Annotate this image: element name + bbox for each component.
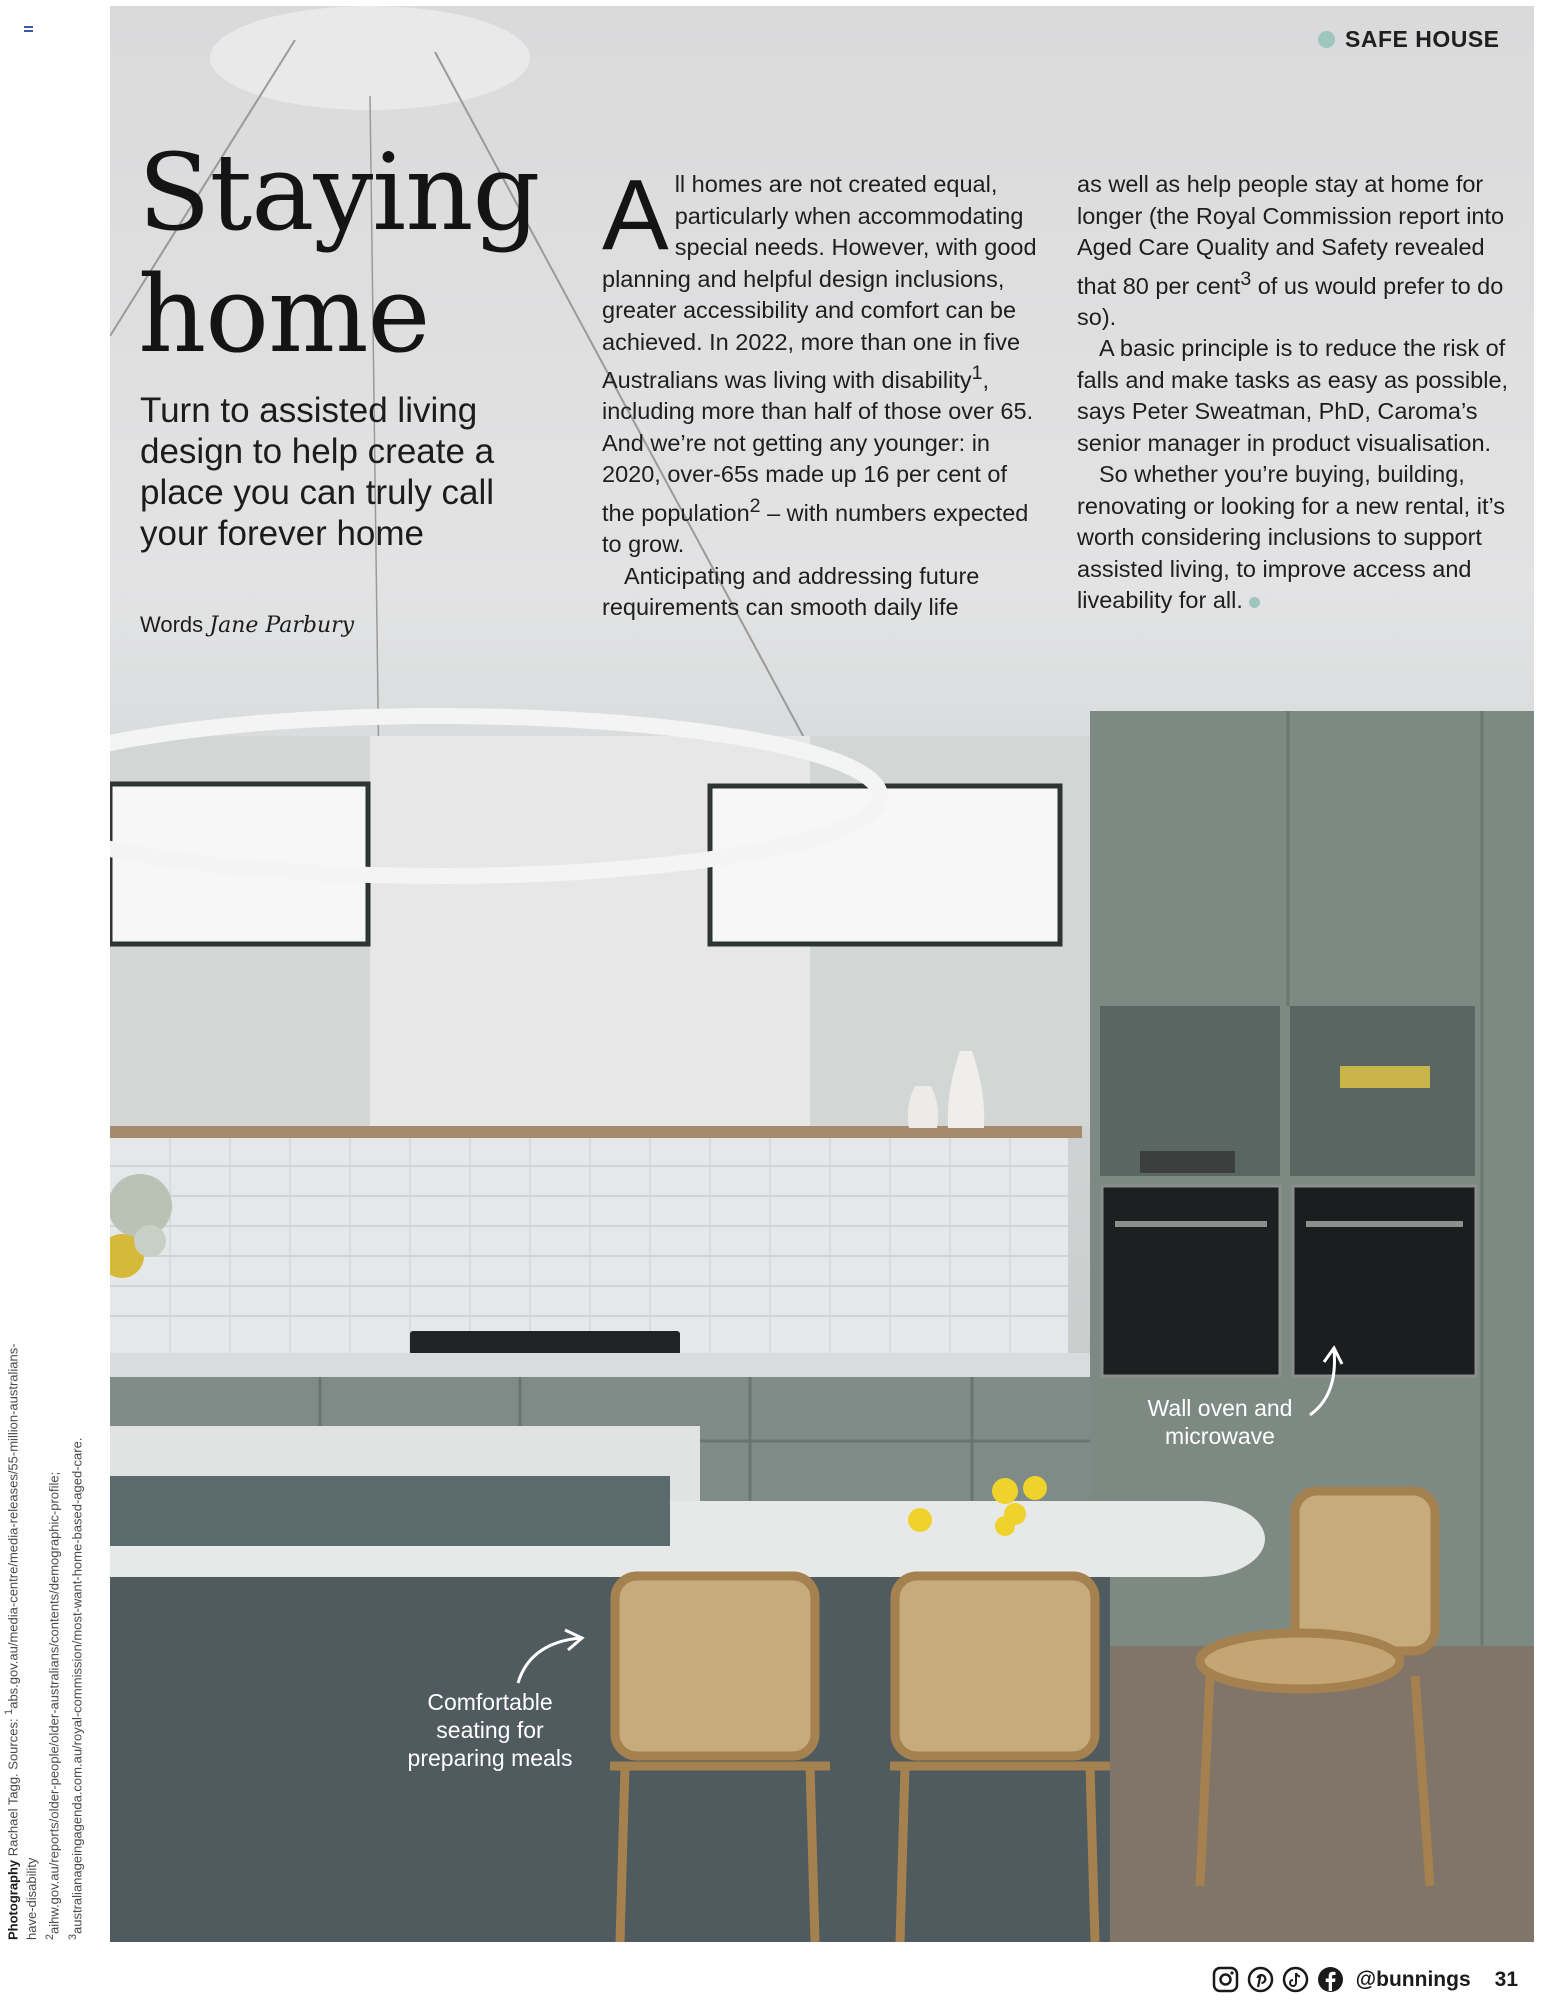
wall-oven — [1102, 1186, 1280, 1376]
credit-source: abs.gov.au/media-centre/media-releases/55-million-australians-have-disability — [5, 1343, 40, 1940]
tile-splashback — [110, 1138, 1068, 1353]
section-label: SAFE HOUSE — [1345, 26, 1500, 52]
headline-line-2: home — [138, 253, 430, 376]
body-text: ll homes are not created equal, particularly when accommodating special needs. However, with good planning and helpful design inclusions, greater accessibility and comfort can be achieved. In 2022, more than one in five Australians was living with disability — [602, 171, 1037, 393]
footnote-ref: 1 — [971, 362, 983, 384]
island-panel — [110, 1476, 670, 1546]
body-text: of us would prefer to do so). — [1077, 272, 1504, 330]
window-right — [710, 786, 1060, 944]
credit-line — [64, 1320, 86, 1940]
body-paragraph — [602, 159, 1042, 561]
credit-source: australianageingagenda.com.au/royal-commission/most-want-home-based-aged-care. — [68, 1437, 84, 1934]
ceiling-canopy — [210, 6, 530, 110]
byline-prefix: Words — [140, 612, 204, 637]
body-column-2 — [1077, 169, 1517, 617]
byline-author: Jane Parbury — [209, 613, 355, 638]
pinterest-icon[interactable] — [1247, 1966, 1274, 1993]
standfirst: Turn to assisted living design to help create a place you can truly call your forever home — [140, 391, 495, 553]
instagram-icon[interactable] — [1212, 1966, 1239, 1993]
drop-cap: A — [602, 159, 669, 271]
headline-line-1: Staying — [138, 131, 540, 254]
body-column-1 — [602, 159, 1042, 624]
page-footer — [1212, 1966, 1518, 1993]
body-paragraph — [1077, 169, 1517, 333]
gas-cooktop — [410, 1331, 680, 1355]
open-shelf — [1290, 1006, 1475, 1176]
accent-dot-icon — [1318, 31, 1335, 48]
flag-mark-icon — [24, 26, 33, 36]
arrow-up-icon — [1300, 1340, 1360, 1420]
footnote-ref: 2 — [749, 494, 761, 517]
footnote-ref: 2 — [44, 1933, 57, 1940]
body-paragraph: A basic principle is to reduce the risk of falls and make tasks as easy as possible, says Peter Sweatman, PhD, Caroma’s senior manager in product visualisation. — [1077, 335, 1509, 456]
section-tag — [1318, 26, 1500, 53]
arrow-curve-icon — [510, 1628, 590, 1688]
end-mark-icon — [1249, 597, 1260, 608]
photo-credits — [0, 1320, 84, 1940]
credit-line — [0, 1320, 41, 1940]
body-text: , including more than half of those over 65. And we’re not getting any younger: in 2020, over-65s made up 16 per cent of the population — [602, 366, 1034, 526]
headline — [138, 132, 588, 376]
byline — [140, 612, 354, 638]
vase — [908, 1086, 938, 1128]
body-paragraph: Anticipating and addressing future requirements can smooth daily life — [602, 562, 980, 621]
books — [1340, 1066, 1430, 1088]
callout-oven: Wall oven and microwave — [1147, 1395, 1293, 1449]
body-text: – with numbers expected to grow. — [602, 499, 1029, 558]
body-paragraph — [1077, 459, 1517, 617]
credit-label: Photography — [5, 1859, 21, 1940]
open-shelf — [1100, 1006, 1280, 1176]
social-handle[interactable]: @bunnings — [1355, 1967, 1471, 1991]
footnote-ref: 1 — [3, 1708, 15, 1715]
facebook-icon[interactable] — [1317, 1966, 1344, 1993]
books — [1140, 1151, 1235, 1173]
credit-text: Rachael Tagg. Sources: — [5, 1714, 21, 1860]
body-text: So whether you’re buying, building, renovating or looking for a new rental, it’s worth considering inclusions to support assisted living, to improve access and liveability for all. — [1077, 461, 1506, 614]
credit-source: aihw.gov.au/reports/older-people/older-australians/contents/demographic-profile; — [46, 1471, 62, 1934]
tiktok-icon[interactable] — [1282, 1966, 1309, 1993]
body-text: as well as help people stay at home for longer (the Royal Commission report into Aged Care Quality and Safety revealed that 80 per cent — [1077, 171, 1505, 299]
page-number: 31 — [1494, 1967, 1518, 1991]
footnote-ref: 3 — [1240, 267, 1252, 290]
credit-line — [41, 1320, 63, 1940]
back-benchtop — [110, 1353, 1090, 1377]
footnote-ref: 3 — [66, 1933, 79, 1940]
callout-seating: Comfortable seating for preparing meals — [407, 1689, 573, 1771]
